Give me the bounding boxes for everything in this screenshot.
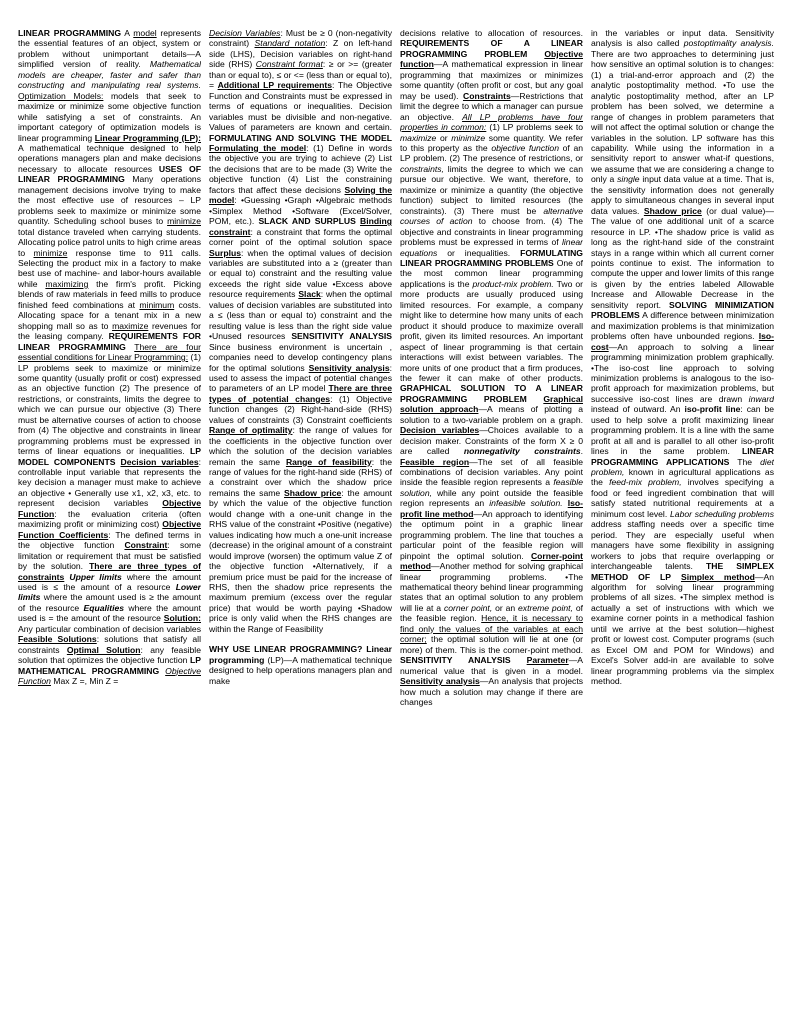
text-run: : when the optimal values of decision variables are substituted into a ≤ (less than or equal to) constraint and the resulting value is less than the right side value •Unused resources	[209, 289, 392, 342]
term: SENSITIVITY ANALYSIS	[291, 331, 392, 342]
text-run: decisions relative to allocation of resources.	[400, 28, 583, 38]
text-run: inward	[748, 393, 774, 404]
text-run: Constraint format	[255, 59, 323, 70]
text-run: : can be used to help solve a profit maximizing linear programming problem. It is a line with the same profit at all and is parallel to all other iso-profit lines in the same problem.	[591, 404, 774, 457]
text-run: linear equations	[400, 237, 583, 258]
study-sheet	[18, 28, 775, 1008]
text-run: (1) LP problems seek to maximize or minimize some quantity (usually profit or cost) expressed as an objective function (2) The presence of restrictions, or constraints, limits the degree to which we can pursue our objective (3) There must be alternative courses of action to choose from (4) The objective and constraints in linear programming problems must be expressed in terms of linear equations or inequalities.	[18, 352, 201, 457]
text-run: (LP)—A mathematical technique designed to help operations managers plan and make	[209, 654, 392, 686]
text-run: : (1) Define in words the objective you are trying to achieve (2) List the decisions that are to be made (3) Write the objective function (4) List the constraining factors that affect these decisions	[209, 142, 392, 195]
text-run: of the feasible region.	[400, 602, 583, 624]
text-run: Since business environment is uncertain , companies need to develop contingency plans for the optimal solutions	[209, 341, 392, 373]
paragraph	[400, 28, 583, 707]
text-run: where the amount used is ≥ the amount of the resource	[18, 592, 201, 613]
term: Equalities	[83, 602, 125, 613]
text-run: The	[729, 456, 761, 467]
text-run: : controllable input variable that represents the key decision a manager must make to achieve an objective • Generally use x1, x2, x3, etc. to represent decision variables	[18, 456, 201, 509]
text-run: minimize	[451, 132, 486, 143]
paragraph-gap	[209, 634, 392, 644]
term: Linear programming	[209, 644, 392, 665]
text-run: —Choices available to a decision maker. Constraints of the form X ≥ 0 are called	[400, 425, 583, 457]
term: USES OF LINEAR PROGRAMMING	[18, 163, 201, 185]
text-run: One of the most common linear programming applications is the	[400, 257, 583, 289]
text-run: input data value at a time. That is, the sensitivity information does not generally apply to simultaneous changes in several input data values.	[591, 174, 774, 216]
term: Shadow price	[643, 205, 702, 216]
text-run: diet problem,	[591, 456, 774, 478]
text-run	[511, 655, 527, 665]
text-run: Hence, it is necessary to find only the values of the variables at each corner;	[400, 613, 583, 645]
text-run: total distance traveled when carrying students. Allocating police patrol units to high crime areas to	[18, 226, 201, 258]
term: THE SIMPLEX METHOD OF LP	[591, 561, 774, 582]
text-run: maximizing	[45, 278, 89, 289]
term: Formulating the model	[209, 142, 307, 153]
text-run: —A means of plotting a solution to a two-variable problem on a graph.	[400, 404, 583, 425]
term: SENSITIVITY ANALYSIS	[400, 655, 511, 666]
text-run: or an	[492, 602, 519, 613]
text-run: : the amount by which the value of the objective function would change with a one-unit change in the RHS value of the constraint •Positive (negative) values indicating how much a one-unit increase (decrease) in the original amount of a constraint would improve (worsen) the optimum value Z of the objective function •Alternatively, if a premium price must be paid for the increase of RHS, then the shadow price represents the maximum premium (excess over the regular price) that would be worth paying •Shadow price is only valid when the RHS changes are within the Range of Feasibility	[209, 487, 392, 634]
text-run: There are four essential conditions for Linear Programming:	[18, 341, 201, 363]
text-run: corner point,	[443, 602, 493, 613]
text-run: minimum	[139, 299, 175, 310]
text-run: represents the essential features of an object, system or problem without unimportant details—A simplified version of reality.	[18, 28, 201, 70]
term: WHY USE LINEAR PROGRAMMING?	[209, 644, 363, 655]
text-run: : any feasible solution that optimizes the objective function	[18, 644, 201, 666]
text-run: where the amount used is ≤ the amount of a resource	[18, 571, 201, 593]
text-run: There are two approaches to determining just how sensitive an optimal solution is to changes: (1) a trial-and-error approach and (2) the analytic postoptimality method. •To use the analytic postoptimality method, after an LP problem has been solved, we determine a range of changes in problem parameters that will not affect the optimal solution or change the variables in the solution. LP software has this capability. While using the information in a sensitivity report to answer what-if questions, we assume that we are considering a change to only a	[591, 48, 774, 185]
term: Parameter	[526, 655, 569, 666]
term: Constraints	[462, 90, 511, 101]
text-run: feasible solution,	[400, 477, 583, 498]
term: Decision variables	[120, 456, 199, 467]
text-run: objective function	[491, 142, 559, 153]
term: Simplex method	[680, 571, 755, 582]
text-run: Standard notation	[254, 38, 326, 49]
term: Shadow price	[284, 487, 342, 498]
text-run: All LP problems have four properties in common:	[400, 111, 583, 133]
text-column-2	[209, 28, 392, 1008]
term: Sensitivity analysis	[400, 676, 480, 687]
term: Additional LP requirements	[217, 80, 333, 91]
text-run: instead of outward. An	[591, 404, 685, 415]
text-run: maximize	[112, 320, 149, 331]
term: iso-profit line	[684, 404, 741, 415]
text-run: Optimization Models:	[18, 90, 104, 101]
text-run	[527, 49, 544, 59]
text-run: : some limitation or requirement that must be satisfied by the solution.	[18, 540, 201, 572]
term: REQUIREMENTS OF A LINEAR PROGRAMMING PROBLEM	[400, 38, 583, 59]
text-run: limits the degree to which we can pursue our objective. We want, therefore, to maximize or minimize a quantity (the objective function) subject to limited resources (the constraints). (3) There must be	[400, 163, 583, 216]
text-run: Many operations management decisions involve trying to make the most effective use of resources – LP problems seek to maximize or minimize some quantity. Scheduling school buses to	[18, 174, 201, 227]
text-run: extreme point,	[518, 602, 573, 613]
text-run: : when the optimal values of decision variables are substituted into a ≥ (greater than or equal to) constraint and the resulting value exceeds the right side value •Excess above resource requirements	[209, 247, 392, 300]
text-run: A mathematical technique designed to help operations managers plan and make decisions necessary to allocate resources	[18, 142, 201, 174]
term: Linear Programming (LP):	[94, 132, 201, 143]
term: Objective Function	[18, 498, 201, 519]
text-run: involves specifying a food or feed ingredient combination that will satisfy stated nutritional requirements at a minimum cost level.	[591, 477, 774, 519]
term: Upper limits	[69, 571, 122, 582]
text-run: —An analysis that projects how much a solution may change if there are changes	[400, 676, 583, 707]
text-run: feed-mix problem,	[609, 477, 682, 488]
text-run: : ≥ or >= (greater than or equal to), ≤ or <= (less than or equal to), =	[209, 59, 392, 91]
text-run: address staffing needs over a specific time period. They are especially useful when managers have some flexibility in assigning workers to jobs that require overlapping or interchangeable talents.	[591, 519, 774, 572]
term: GRAPHICAL SOLUTION TO A LINEAR PROGRAMMING PROBLEM	[400, 383, 583, 404]
text-run: Decision Variables	[209, 28, 281, 38]
term: Iso-profit line method	[400, 498, 583, 519]
term: FORMULATING LINEAR PROGRAMMING PROBLEMS	[400, 247, 583, 268]
text-run: or	[436, 132, 452, 143]
text-run: model	[133, 28, 157, 38]
term: Range of optimality	[209, 425, 293, 436]
text-run: : The defined terms in the objective function	[18, 529, 201, 551]
text-run: minimize	[167, 216, 201, 227]
text-run: —An approach to identifying the optimum point in a graphic linear programming problem. The line that touches a particular point of the feasible region will pinpoint the optimal solution.	[400, 508, 583, 561]
text-run: : Must be ≥ 0 (non-negativity constraint)	[209, 28, 392, 49]
text-run: Two or more products are usually produced using limited resources. For example, a company might like to determine how many units of each product it should produce to maximize overall profit, given its limited resources. An important aspect of linear programming is that certain interactions will exist between variables. The more units of one product that a firm produces, the fewer it can make of other products.	[400, 278, 583, 383]
term: Solution:	[163, 613, 201, 624]
text-run: postoptimality analysis.	[683, 38, 774, 49]
term: Surplus	[209, 247, 241, 258]
text-run: costs. Allocating space for a tenant mix in a new shopping mall so as to	[18, 299, 201, 331]
term: LINEAR PROGRAMMING	[18, 28, 122, 38]
text-column-3	[400, 28, 583, 1008]
text-run: response time to 911 calls. Selecting the product mix in a factory to make best use of machine- and labor-hours available while	[18, 247, 201, 289]
term: LP MODEL COMPONENTS	[18, 446, 201, 467]
text-run: (or dual value)—The value of one additional unit of a scarce resource in LP. •The shadow price is valid as long as the right-hand side of the constraint stays in a range within which all current corner points continue to exist. The information to compute the upper and lower limits of this range is given by the entries labeled Allowable Increase and Allowable Decrease in the sensitivity report.	[591, 205, 774, 310]
paragraph	[591, 28, 774, 687]
text-run	[527, 394, 544, 404]
term: Feasible Solutions	[18, 634, 97, 645]
term: Sensitivity analysis	[308, 362, 390, 373]
term: Iso-cost	[591, 331, 774, 352]
text-run: : a constraint that forms the optimal corner point of the optimal solution space	[209, 226, 392, 248]
text-run: while any point outside the feasible region represents an	[400, 487, 583, 509]
text-run: in the variables or input data. Sensitivity analysis is also called	[591, 28, 774, 49]
text-run: Max Z =, Min Z =	[50, 676, 119, 687]
text-run: A	[121, 28, 134, 38]
term: FORMULATING AND SOLVING THE MODEL	[209, 132, 392, 143]
text-run: product-mix problem.	[472, 278, 554, 289]
term: Lower limits	[18, 582, 201, 603]
text-run: —The set of all feasible combinations of decision variables. Any point inside the feasible region represents a	[400, 456, 583, 488]
paragraph	[18, 28, 201, 687]
text-run: minimize	[33, 247, 68, 258]
text-run: A difference between minimization and maximization problems is that minimization problems often have unbounded regions.	[591, 310, 774, 342]
term: Corner-point method	[400, 550, 583, 572]
term: SOLVING MINIMIZATION PROBLEMS	[591, 299, 774, 321]
text-run: : solutions that satisfy all constraints	[18, 634, 201, 655]
text-run: : the range of values for the coefficients in the objective function over which the solution of the decision variables remain the same	[209, 425, 392, 467]
term: There are three types of potential changes	[209, 383, 392, 404]
term: SLACK AND SURPLUS	[258, 216, 356, 227]
term: Constraint	[124, 540, 168, 551]
text-run: : •Guessing •Graph •Algebraic methods •Simplex Method •Software (Excel/Solver, POM, etc.).	[209, 195, 392, 227]
text-run: —Restrictions that limit the degree to which a manager can pursue an objective.	[400, 90, 583, 122]
term: LP MATHEMATICAL PROGRAMMING	[18, 655, 201, 676]
text-run	[126, 342, 134, 352]
text-run: —A numerical value that is given in a model.	[400, 655, 583, 676]
term: Optimal Solution	[66, 644, 141, 655]
term: Range of feasibility	[285, 456, 372, 467]
text-run: (1) LP problems seek to	[486, 122, 583, 133]
text-run: : used to assess the impact of potential changes to parameters of an LP model	[209, 362, 392, 394]
text-run: single	[617, 174, 640, 185]
text-run: the firm's profit. Picking blends of raw materials in feed mills to produce finished feed combinations at	[18, 278, 201, 310]
paragraph	[209, 28, 392, 634]
text-run: some quantity. We refer to this property as the	[400, 132, 583, 153]
term: LINEAR PROGRAMMING APPLICATIONS	[591, 446, 774, 467]
text-run: Mathematical models are cheaper, faster and safer than constructing and manipulating real systems.	[18, 59, 201, 91]
term: Slack	[298, 289, 321, 300]
text-run: Objective Function	[18, 665, 201, 687]
text-run: —A mathematical expression in linear programming that maximizes or minimizes some quantity (often profit or cost, but any goal may be used).	[400, 59, 583, 101]
text-run: : the evaluation criteria (often maximizing profit or minimizing cost)	[18, 508, 201, 530]
text-run: alternative courses of action	[400, 205, 583, 227]
text-run: to choose from. (4) The objective and constraints in linear programming problems must be expressed in terms of	[400, 216, 583, 248]
text-run: revenues for the leasing company.	[18, 320, 201, 342]
term: Binding constraint	[209, 216, 392, 237]
text-run: : The Objective Function and Constraints must be expressed in terms of equations or inequalities. Decision variables must be divisible and non-negative. Values of parameters are known and certain.	[209, 80, 392, 133]
term: Objective function	[400, 48, 583, 70]
text-run: .	[580, 446, 583, 457]
text-run: Any particular combination of decision variables	[18, 623, 201, 634]
term: Objective Function Coefficients	[18, 519, 201, 540]
text-run: : the range of values for the right-hand side (RHS) of a constraint over which the shadow price remains the same	[209, 456, 392, 498]
text-run: : Z on left-hand side (LHS), Decision variables on right-hand side (RHS)	[209, 38, 392, 70]
text-run: —An algorithm for solving linear programming problems of all sizes. •The simplex method is actually a set of instructions with which we examine corner points in a methodical fashion until we arrive at the best solution—highest profit or lowest cost. Computer programs (such as Excel OM and POM for Windows) and Excel's Solver add-in are available to solve linear programming problems via the simplex method.	[591, 571, 774, 687]
term: REQUIREMENTS FOR LINEAR PROGRAMMING	[18, 331, 201, 352]
text-column-4	[591, 28, 774, 1008]
text-run: the optimal solution will lie at one (or more) of them. This is the corner-point method.	[400, 634, 583, 655]
term: Feasible region	[400, 456, 470, 467]
text-run: models that seek to maximize or minimize some objective function while satisfying a set of constraints. An important category of optimization models is linear programming	[18, 90, 201, 143]
text-run: infeasible solution.	[489, 498, 563, 509]
term: Graphical solution approach	[400, 393, 583, 415]
text-run: constraints,	[400, 163, 444, 174]
term: There are three types of constraints	[18, 561, 201, 582]
text-run: where the amount used is = the amount of the resource	[18, 602, 201, 624]
term: Decision variables	[400, 425, 480, 436]
text-run	[671, 572, 681, 582]
text-run: —An approach to solving a linear programming minimization problem graphically. •The iso-cost line approach to solving minimization problems is analogous to the iso-profit approach for maximization problems, but successive iso-cost lines are drawn	[591, 341, 774, 404]
text-run: Labor scheduling problems	[670, 508, 774, 519]
paragraph	[209, 644, 392, 686]
term: Solving the model	[209, 184, 392, 206]
text-run: : (1) Objective function changes (2) Right-hand-side (RHS) values of constraints (3) Constraint coefficients	[209, 393, 392, 425]
text-run: —Another method for solving graphical linear programming problems. •The mathematical theory behind linear programming states that an optimal solution to any problem will lie at a	[400, 561, 583, 613]
text-run: of an LP problem. (2) The presence of restrictions, or	[400, 142, 583, 164]
term: nonnegativity constraints	[463, 446, 581, 457]
text-run: or inequalities.	[437, 247, 521, 258]
text-run: known in agricultural applications as the	[591, 467, 774, 488]
text-run: maximize	[400, 132, 437, 143]
text-column-1	[18, 28, 201, 1008]
